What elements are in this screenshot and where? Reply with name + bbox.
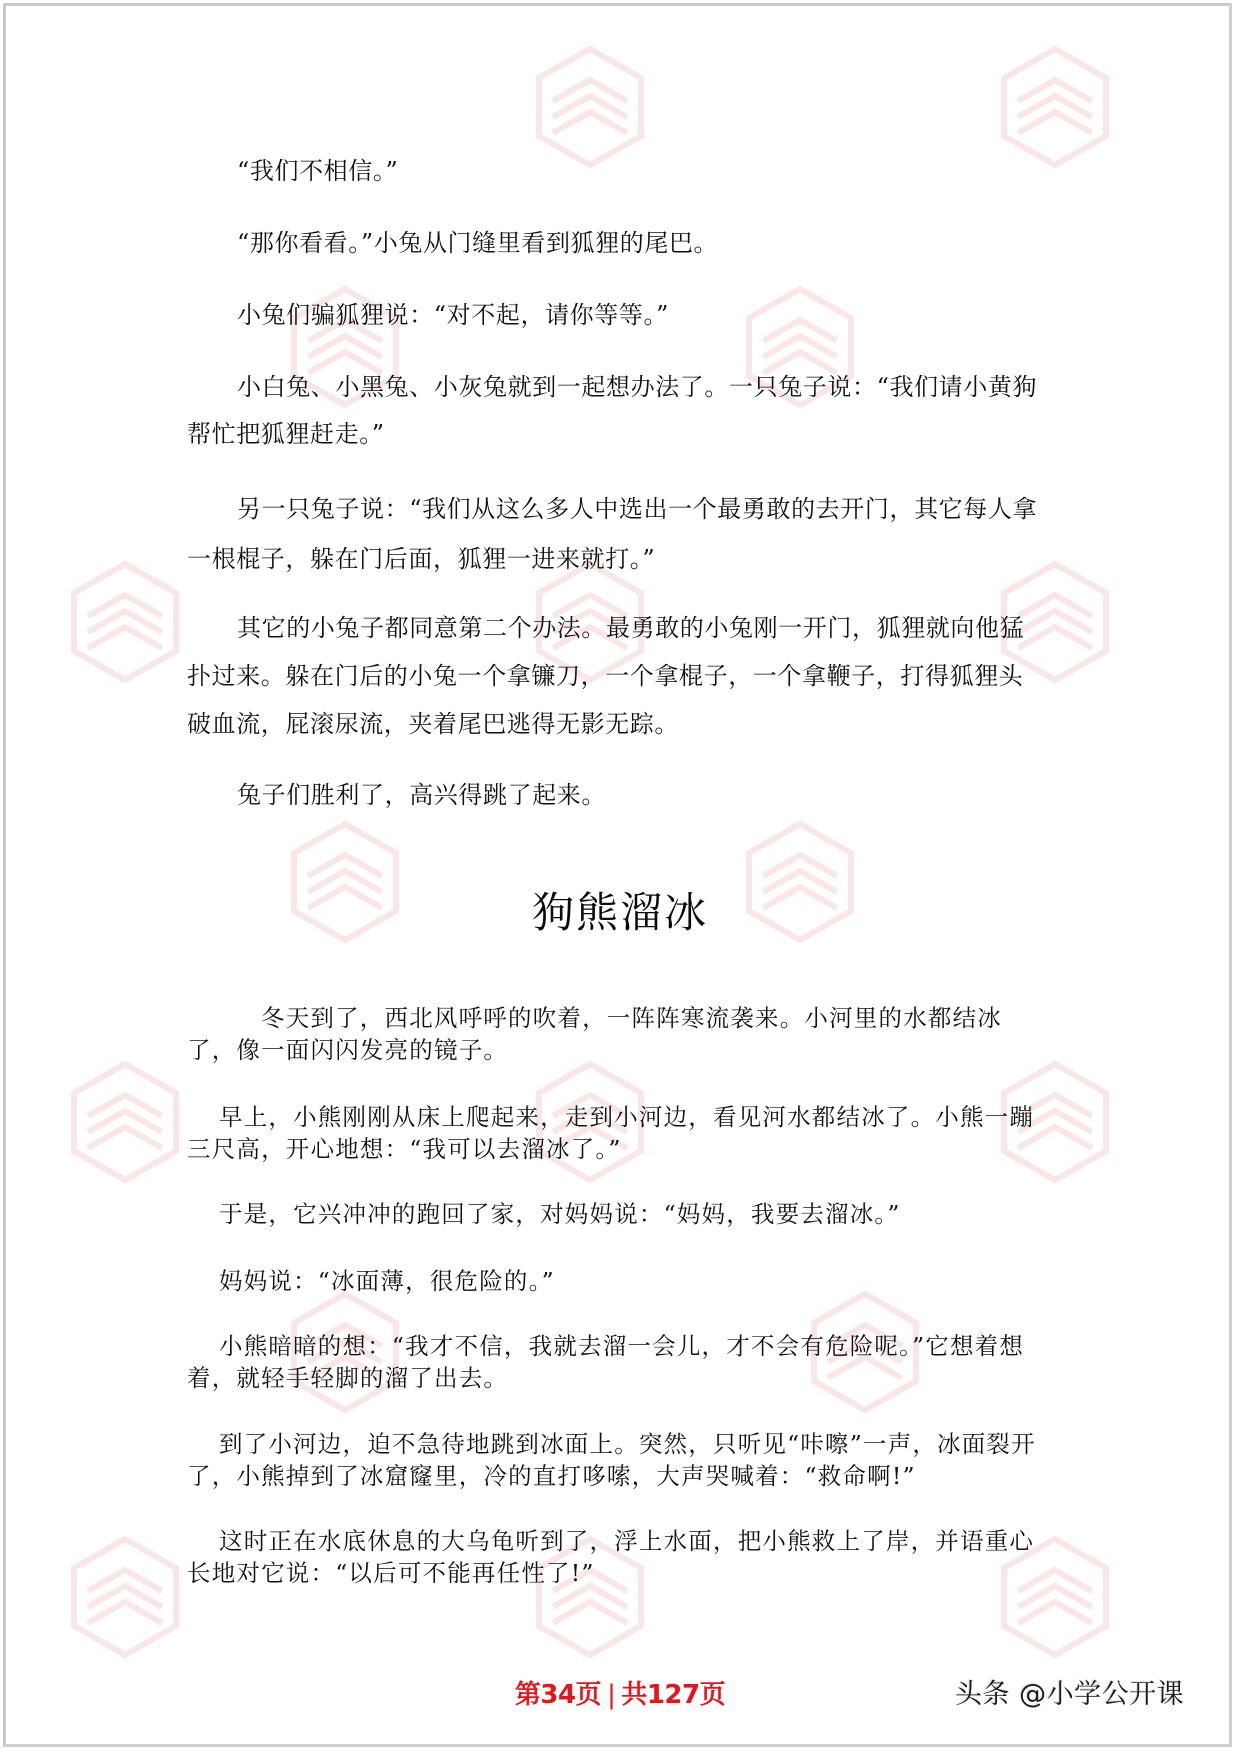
paragraph: 早上，小熊刚刚从床上爬起来，走到小河边，看见河水都结冰了。小熊一蹦三尺高，开心地想：“我可以去溜冰了。” [187, 1103, 1035, 1163]
story-title: 狗熊溜冰 [531, 888, 708, 937]
paragraph: 到了小河边，迫不急待地跳到冰面上。突然，只听见“咔嚓”一声，冰面裂开了，小熊掉到了冰窟窿里，冷的直打哆嗦，大声哭喊着：“救命啊!” [187, 1430, 1036, 1490]
current-page-label: 第34页 [514, 1680, 602, 1710]
paragraph: 其它的小兔子都同意第二个办法。最勇敢的小兔刚一开门，狐狸就向他猛扑过来。躲在门后的小兔一个拿镰刀，一个拿棍子，一个拿鞭子，打得狐狸头破血流，屁滚尿流，夹着尾巴逃得无影无踪。 [187, 614, 1025, 738]
paragraph: “我们不相信。” [237, 157, 399, 185]
paragraph: 小白兔、小黑兔、小灰兔就到一起想办法了。一只兔子说：“我们请小黄狗帮忙把狐狸赶走。” [187, 373, 1038, 448]
paragraph: 另一只兔子说：“我们从这么多人中选出一个最勇敢的去开门，其它每人拿一根棍子，躲在门后面，狐狸一进来就打。” [187, 495, 1038, 573]
paragraph: 小兔们骗狐狸说：“对不起，请你等等。” [237, 301, 669, 329]
paragraph: “那你看看。”小兔从门缝里看到狐狸的尾巴。 [237, 229, 719, 257]
paragraph: 小熊暗暗的想：“我才不信，我就去溜一会儿，才不会有危险呢。”它想着想着，就轻手轻脚的溜了出去。 [187, 1332, 1025, 1392]
paragraph: 于是，它兴冲冲的跑回了家，对妈妈说：“妈妈，我要去溜冰。” [219, 1200, 901, 1228]
paragraph: 兔子们胜利了，高兴得跳了起来。 [237, 781, 606, 809]
watermark-logo-icon [70, 1535, 180, 1659]
paragraph: 妈妈说：“冰面薄，很危险的。” [219, 1267, 555, 1295]
page-separator: | [607, 1680, 616, 1710]
total-pages-label: 共127页 [621, 1680, 726, 1710]
paragraph: 这时正在水底休息的大乌龟听到了，浮上水面，把小熊救上了岸，并语重心长地对它说：“以后可不能再任性了!” [187, 1527, 1035, 1587]
watermark-logo-icon [70, 1060, 180, 1184]
paragraph: 冬天到了，西北风呼呼的吹着，一阵阵寒流袭来。小河里的水都结冰了，像一面闪闪发亮的镜子。 [187, 1004, 1002, 1064]
watermark-logo-icon [70, 560, 180, 684]
source-credit: 头条 @小学公开课 [955, 1679, 1185, 1710]
